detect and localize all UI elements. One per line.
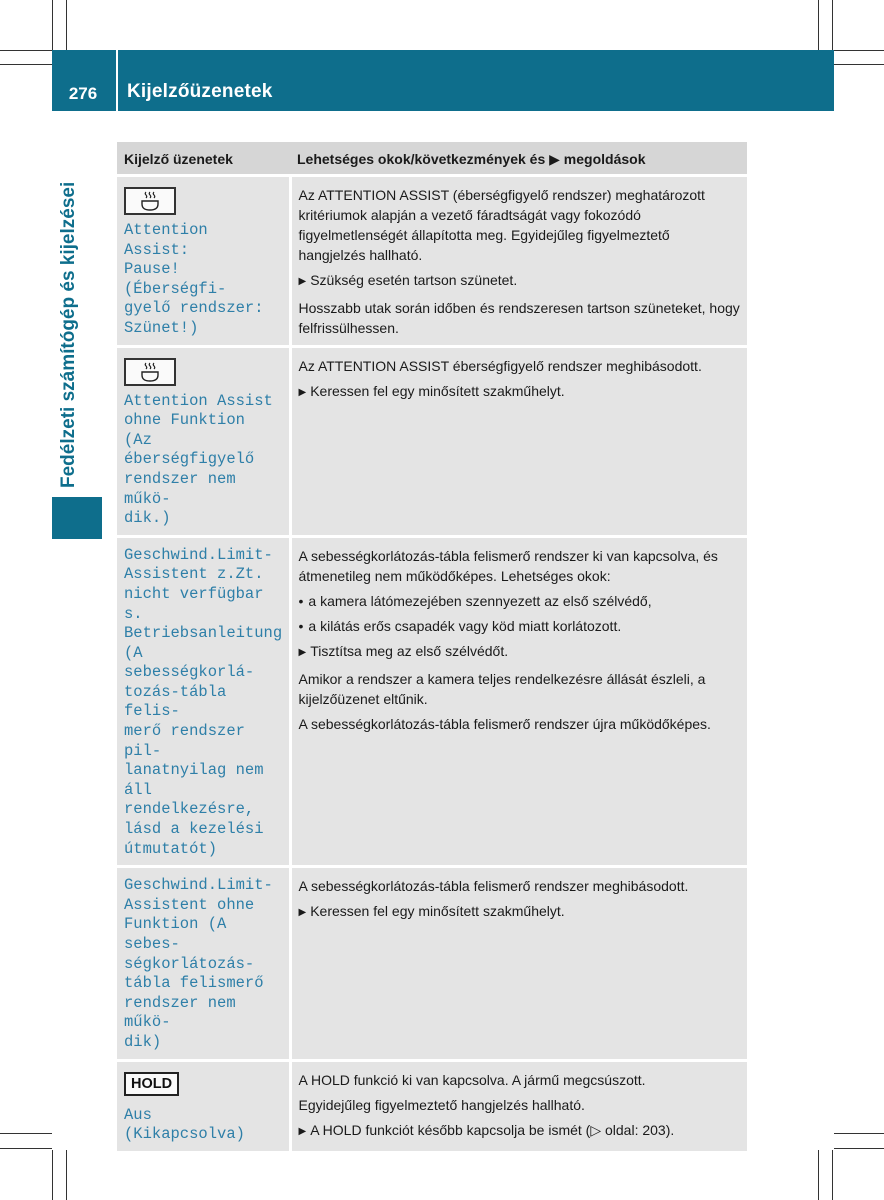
crop-mark	[818, 1150, 819, 1200]
description-text: A HOLD funkció ki van kapcsolva. A jármű megcsúszott.	[298, 1071, 646, 1088]
crop-mark	[52, 0, 53, 50]
message-cell	[117, 176, 290, 347]
crop-mark	[0, 1148, 52, 1149]
crop-mark	[0, 50, 52, 51]
table-row	[117, 176, 747, 347]
description-text: A sebességkorlátozás-tábla felismerő rendszer meghibásodott.	[298, 878, 689, 895]
column-header-messages: Kijelző üzenetek	[117, 142, 290, 176]
table-row	[117, 536, 747, 867]
column-header-causes: Lehetséges okok/következmények és ▶ megoldások	[290, 142, 747, 176]
coffee-cup-icon	[124, 187, 176, 215]
description-text: Az ATTENTION ASSIST éberségfigyelő rendszer meghibásodott.	[298, 357, 702, 374]
crop-mark	[832, 1150, 833, 1200]
cause-solution-cell	[290, 867, 747, 1060]
table-header-row	[117, 142, 747, 176]
table-row	[117, 1060, 747, 1151]
display-message-text: Aus (Kikapcsolva)	[124, 1105, 245, 1144]
bullet-item: • a kilátás erős csapadék vagy köd miatt korlátozott.	[299, 616, 741, 636]
display-message-text: Geschwind.Limit- Assistent z.Zt. nicht verfügbar s. Betriebsanleitung (A sebességkorlá- tozás-tábla felis- merő rendszer pil- lanatnyilag nem áll rendelkezésre, lásd a kezelési útmutatót)	[124, 545, 283, 858]
crop-mark	[66, 0, 67, 50]
coffee-cup-icon	[124, 358, 176, 386]
cause-solution-cell	[290, 1060, 747, 1151]
message-cell	[117, 536, 290, 867]
action-step: ▶ Szükség esetén tartson szünetet.	[299, 270, 741, 293]
crop-mark	[66, 1150, 67, 1200]
display-message-text: Attention Assist: Pause! (Éberségfi- gyelő rendszer: Szünet!)	[124, 221, 264, 337]
action-step: ▶ Keressen fel egy minősített szakműhelyt.	[299, 901, 741, 924]
crop-mark	[834, 1133, 884, 1134]
crop-mark	[52, 1150, 53, 1200]
message-cell	[117, 346, 290, 536]
description-text: Hosszabb utak során időben és rendszeresen tartson szüneteket, hogy felfrissülhessen.	[298, 300, 740, 336]
description-text: A sebességkorlátozás-tábla felismerő rendszer ki van kapcsolva, és átmenetileg nem működőképes. Lehetséges okok:	[298, 547, 718, 584]
description-text: Egyidejűleg figyelmeztető hangjelzés hallható.	[298, 1096, 585, 1113]
chapter-side-title: Fedélzeti számítógép és kijelzései	[58, 181, 79, 488]
crop-mark	[818, 0, 819, 50]
page-title: Kijelzőüzenetek	[127, 81, 273, 102]
header-divider	[116, 50, 118, 111]
action-step: ▶ A HOLD funkciót később kapcsolja be ismét (▷ oldal: 203).	[299, 1120, 741, 1143]
action-step: ▶ Tisztítsa meg az első szélvédőt.	[299, 641, 741, 664]
display-messages-table	[117, 142, 747, 1151]
message-cell	[117, 1060, 290, 1151]
hold-badge: HOLD	[124, 1072, 179, 1096]
description-text: Az ATTENTION ASSIST (éberségfigyelő rendszer) meghatározott kritériumok alapján a vezető fáradtságát vagy fokozódó figyelmetlenségét állapította meg. Egyidejűleg figyelmeztető hangjelzés hallható.	[298, 187, 705, 263]
crop-mark	[0, 1133, 52, 1134]
crop-mark	[832, 0, 833, 50]
crop-mark	[834, 1148, 884, 1149]
crop-mark	[0, 64, 52, 65]
cause-solution-cell	[290, 176, 747, 347]
chapter-side-marker	[52, 497, 102, 539]
bullet-item: • a kamera látómezejében szennyezett az első szélvédő,	[299, 591, 741, 611]
crop-mark	[834, 50, 884, 51]
description-text: Amikor a rendszer a kamera teljes rendelkezésre állását észleli, a kijelzőüzenet eltűnik.	[298, 670, 706, 707]
message-cell	[117, 867, 290, 1060]
cause-solution-cell	[290, 536, 747, 867]
page-number: 276	[68, 84, 98, 103]
table-row	[117, 346, 747, 536]
table-row	[117, 867, 747, 1060]
crop-mark	[834, 64, 884, 65]
display-message-text: Attention Assist ohne Funktion (Az éberségfigyelő rendszer nem műkö- dik.)	[124, 391, 273, 528]
cause-solution-cell	[290, 346, 747, 536]
action-step: ▶ Keressen fel egy minősített szakműhelyt.	[299, 381, 741, 404]
description-text: A sebességkorlátozás-tábla felismerő rendszer újra működőképes.	[298, 715, 711, 732]
display-message-text: Geschwind.Limit- Assistent ohne Funktion (A sebes- ségkorlátozás- tábla felismerő rendszer nem műkö- dik)	[124, 876, 273, 1051]
